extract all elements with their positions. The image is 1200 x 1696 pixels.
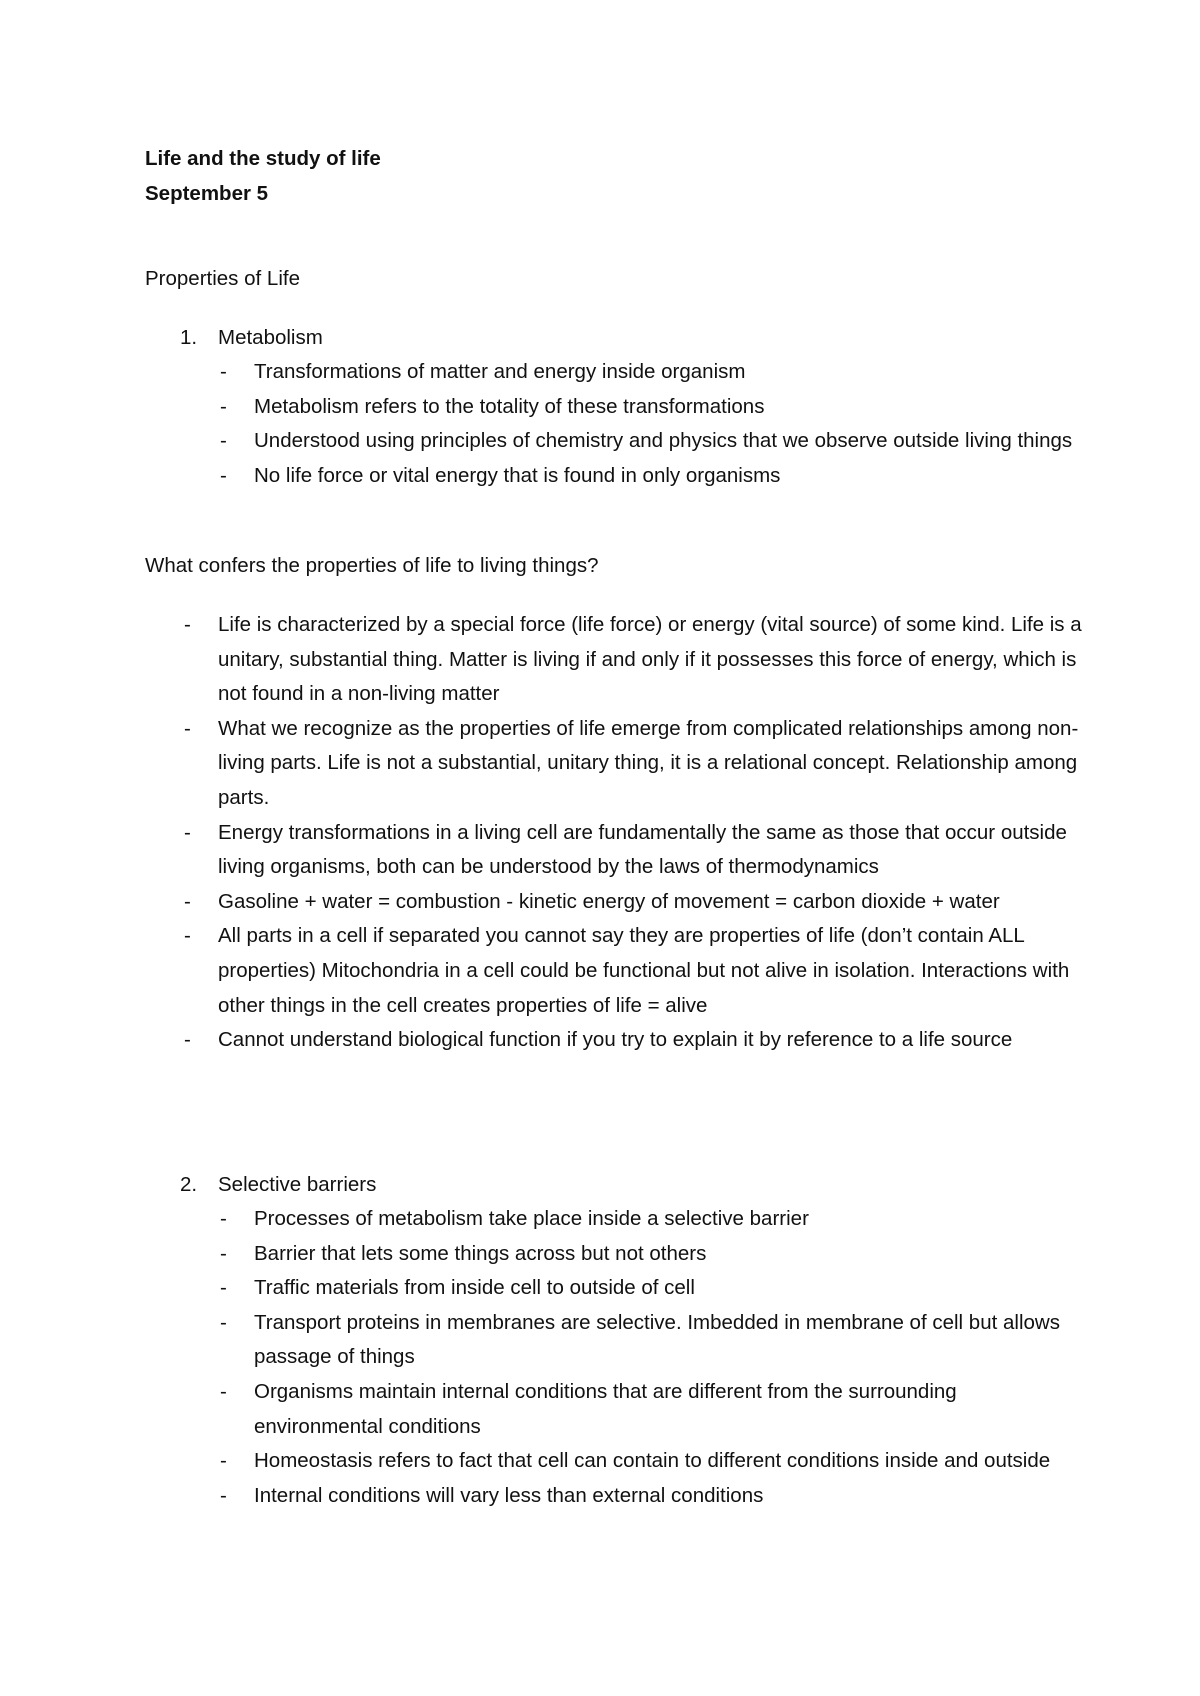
- dash-bullet: -: [184, 613, 191, 636]
- dash-bullet: -: [220, 394, 227, 418]
- list-item-text: Processes of metabolism take place inside a selective barrier: [254, 1207, 809, 1230]
- list-item: [220, 1444, 1084, 1479]
- list-item: [220, 1271, 1084, 1306]
- dash-bullet: -: [184, 1028, 191, 1052]
- dash-bullet: -: [220, 1207, 227, 1230]
- metabolism-points-list: [220, 355, 1084, 493]
- dash-bullet: -: [220, 1276, 227, 1300]
- dash-bullet: -: [220, 463, 227, 487]
- list-item-text: Internal conditions will vary less than external conditions: [254, 1483, 764, 1507]
- life-points-list: [184, 608, 1084, 1058]
- list-item: [220, 1479, 1084, 1514]
- list-item: [184, 712, 1084, 816]
- dash-bullet: -: [220, 1379, 227, 1403]
- barriers-points-list: [220, 1202, 1084, 1513]
- list-item-text: What we recognize as the properties of life emerge from complicated relationships among non-living parts. Life is not a substantial, unitary thing, it is a relational concept. Relationship among parts.: [218, 716, 1079, 809]
- item-number: 1.: [180, 326, 198, 349]
- list-item: [184, 816, 1084, 885]
- dash-bullet: -: [184, 889, 191, 913]
- list-item-text: Transport proteins in membranes are selective. Imbedded in membrane of cell but allows passage of things: [254, 1310, 1060, 1369]
- list-item: [184, 885, 1084, 920]
- dash-bullet: -: [184, 820, 191, 844]
- list-item: [184, 608, 1084, 712]
- list-item: [184, 919, 1084, 1023]
- list-item: [220, 459, 1084, 494]
- dash-bullet: -: [220, 1483, 227, 1507]
- list-item: [220, 424, 1084, 459]
- dash-bullet: -: [220, 1449, 227, 1473]
- section-heading: Properties of Life: [145, 267, 300, 290]
- list-item-text: Energy transformations in a living cell are fundamentally the same as those that occur outside living organisms, both can be understood by the laws of thermodynamics: [218, 820, 1067, 879]
- question-paragraph: What confers the properties of life to living things?: [145, 554, 599, 577]
- list-item-text: Homeostasis refers to fact that cell can contain to different conditions inside and outside: [254, 1449, 1051, 1473]
- list-item-text: Barrier that lets some things across but not others: [254, 1241, 707, 1265]
- list-item-text: All parts in a cell if separated you cannot say they are properties of life (don’t contain ALL properties) Mitochondria in a cell could be functional but not alive in isolation. Interactions with other things in the cell creates properties of life = alive: [218, 924, 1070, 1017]
- list-item-text: No life force or vital energy that is found in only organisms: [254, 463, 781, 487]
- item-number: 2.: [180, 1173, 198, 1196]
- list-item-text: Cannot understand biological function if you try to explain it by reference to a life source: [218, 1028, 1013, 1052]
- document-date: September 5: [145, 182, 269, 205]
- list-item: [220, 1202, 1084, 1237]
- list-item-text: Organisms maintain internal conditions that are different from the surrounding environmental conditions: [254, 1379, 957, 1438]
- dash-bullet: -: [184, 716, 191, 740]
- list-item-text: Traffic materials from inside cell to outside of cell: [254, 1276, 695, 1300]
- list-item: [184, 1023, 1084, 1058]
- dash-bullet: -: [220, 429, 227, 453]
- dash-bullet: -: [184, 924, 191, 948]
- item-label: Selective barriers: [218, 1173, 377, 1196]
- list-item-text: Transformations of matter and energy inside organism: [254, 360, 746, 383]
- item-label: Metabolism: [218, 326, 323, 349]
- list-item: [220, 1306, 1084, 1375]
- list-item: [220, 355, 1084, 390]
- list-item: [220, 390, 1084, 425]
- list-item: [220, 1237, 1084, 1272]
- dash-bullet: -: [220, 1241, 227, 1265]
- document-title: Life and the study of life: [145, 147, 381, 170]
- list-item-text: Understood using principles of chemistry and physics that we observe outside living things: [254, 429, 1073, 453]
- dash-bullet: -: [220, 360, 227, 383]
- list-item-text: Gasoline + water = combustion - kinetic energy of movement = carbon dioxide + water: [218, 889, 1000, 913]
- list-item-text: Metabolism refers to the totality of these transformations: [254, 394, 765, 418]
- dash-bullet: -: [220, 1310, 227, 1334]
- list-item-text: Life is characterized by a special force (life force) or energy (vital source) of some kind. Life is a unitary, substantial thing. Matter is living if and only if it possesses this force of energy, which is not found in a non-living matter: [218, 613, 1082, 706]
- list-item: [220, 1375, 1084, 1444]
